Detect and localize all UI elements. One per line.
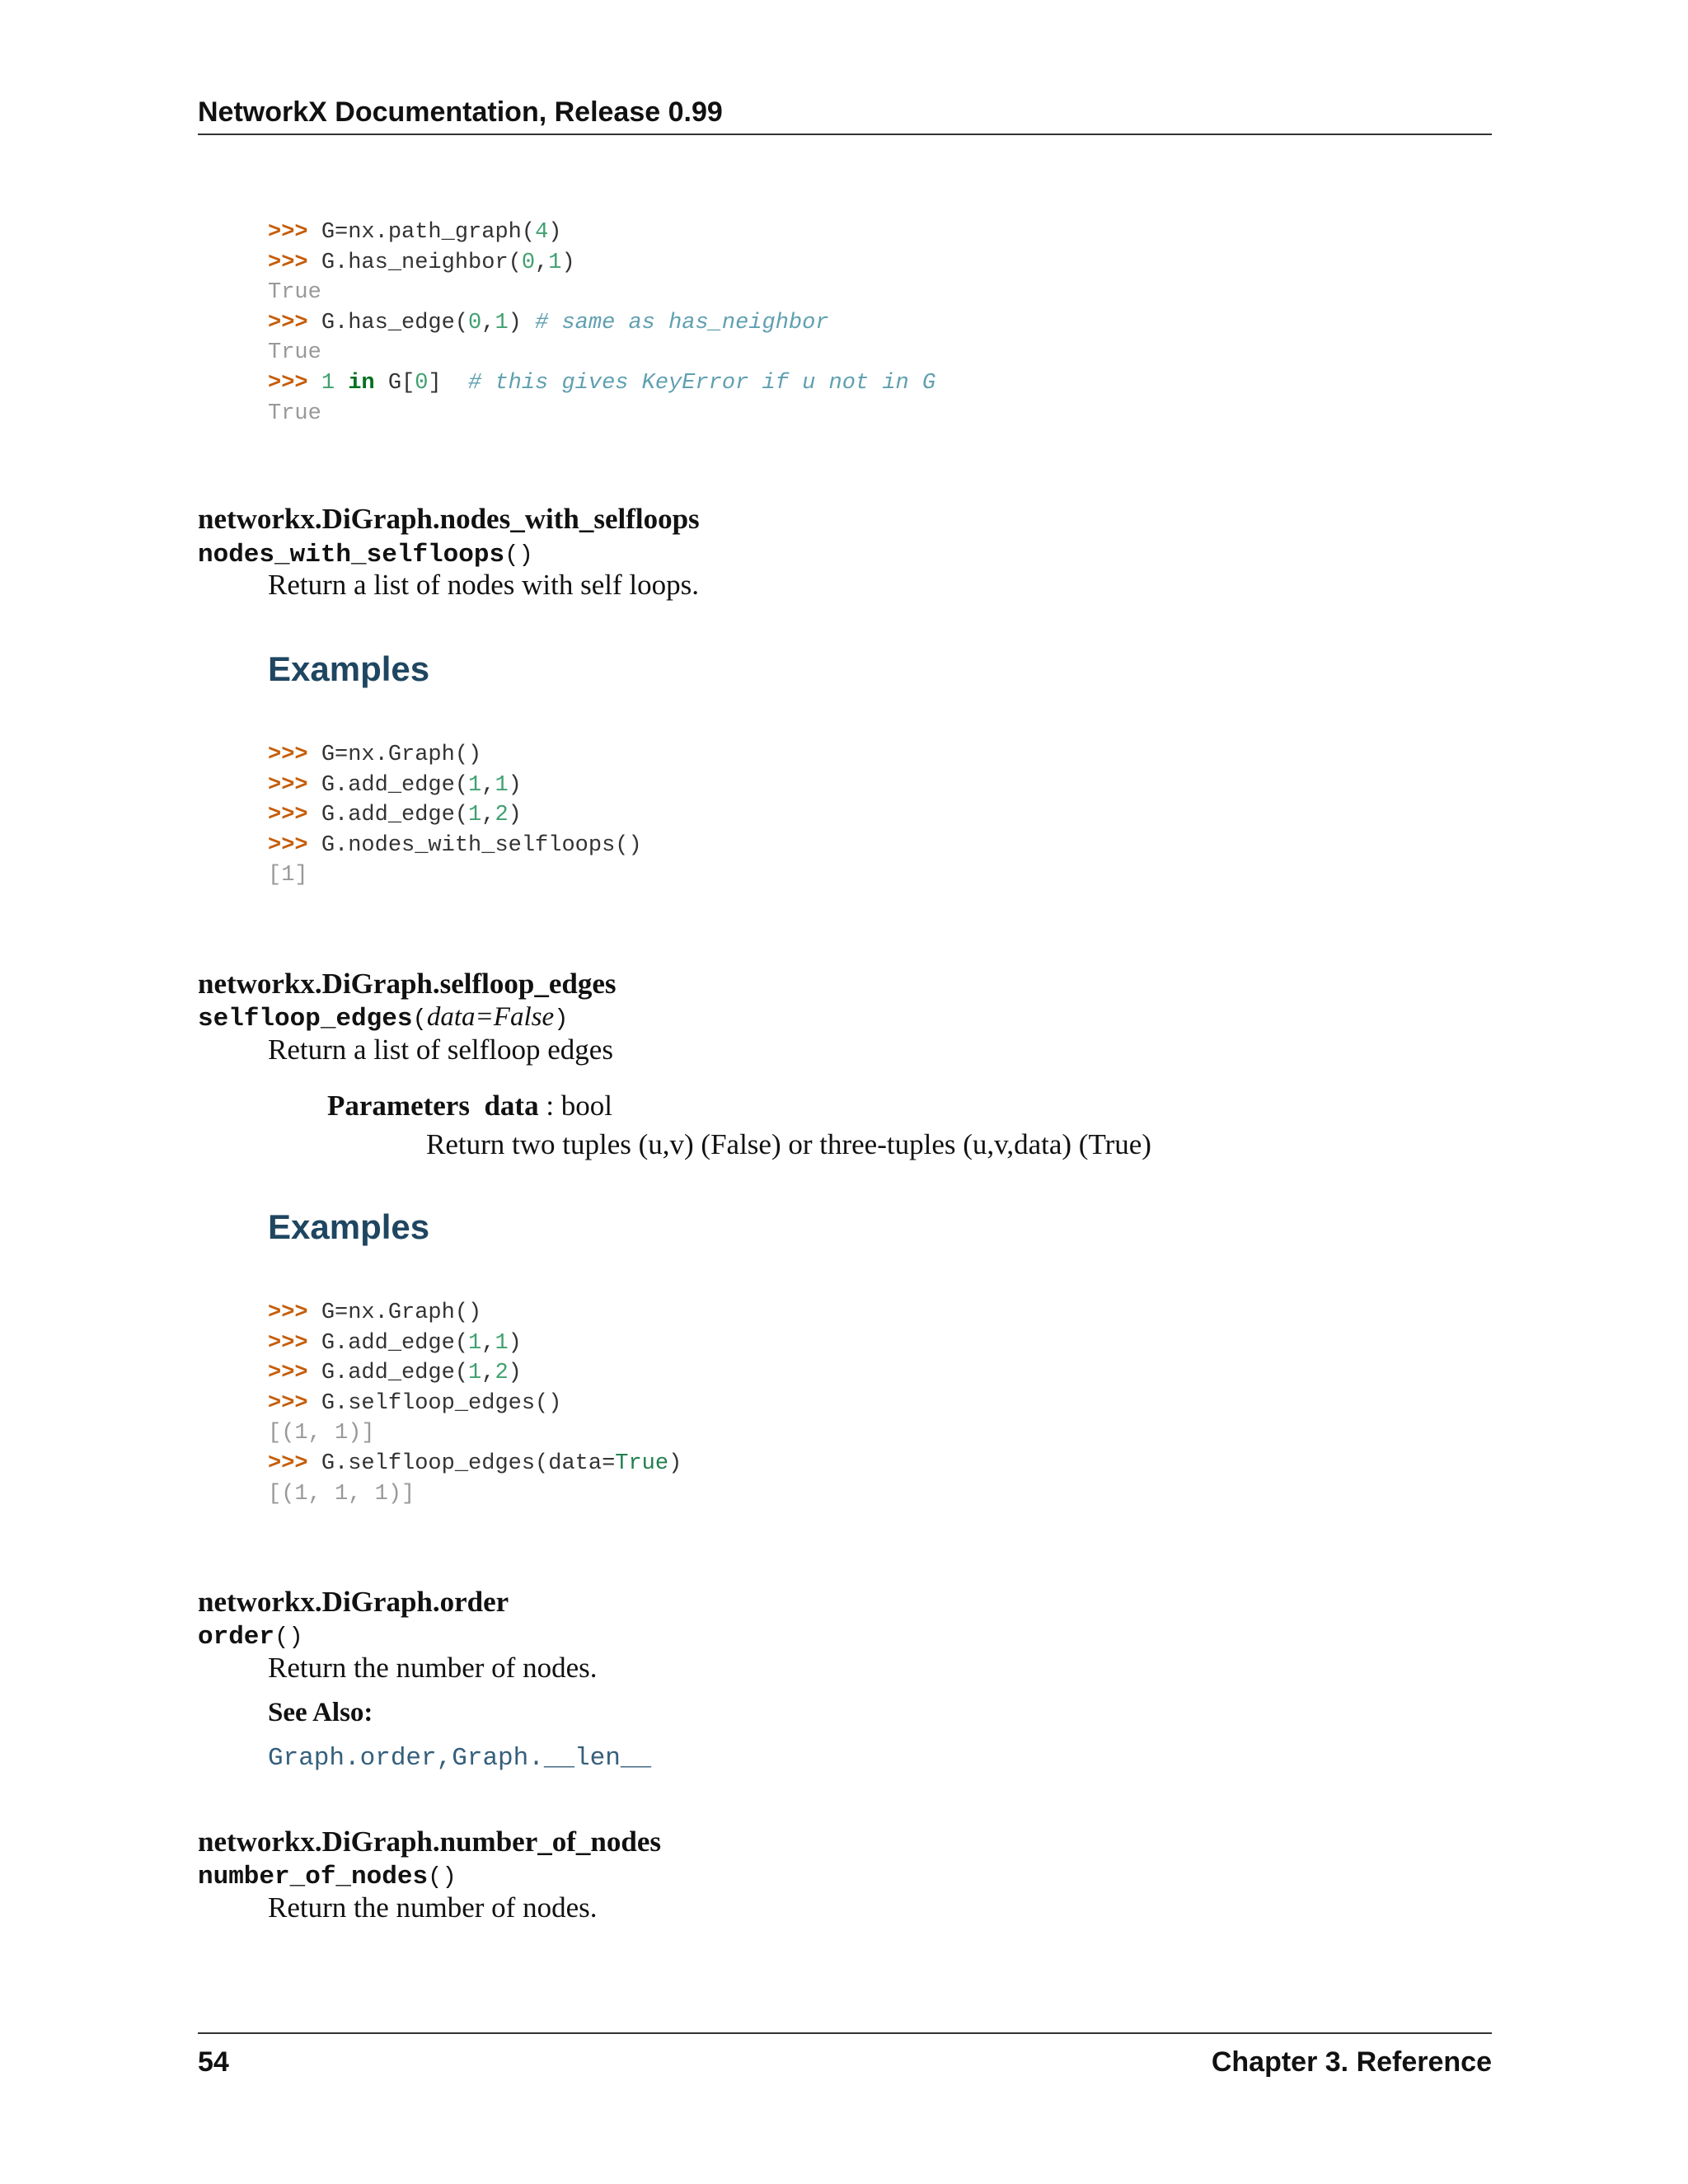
code-token-plain: G.add_edge(: [321, 1361, 469, 1386]
code-token-plain: G=nx.Graph(): [321, 743, 482, 767]
code-line: [268, 1329, 682, 1359]
code-line: [268, 800, 642, 831]
code-token-num: 1: [468, 803, 482, 828]
close-paren: ): [442, 1863, 457, 1891]
code-token-plain: ): [508, 803, 522, 828]
parameter-description: Return two tuples (u,v) (False) or three-tuples (u,v,data) (True): [426, 1128, 1151, 1160]
code-token-num: 0: [468, 310, 482, 335]
code-token-plain: G.has_neighbor(: [321, 250, 522, 275]
page-header: [198, 92, 1492, 135]
code-line: [268, 831, 642, 861]
entry-title-nodes-with-selfloops: networkx.DiGraph.nodes_with_selfloops: [198, 503, 700, 535]
code-token-prompt: >>>: [268, 1330, 321, 1356]
code-token-prompt: >>>: [268, 1390, 321, 1416]
close-paren: ): [288, 1624, 303, 1651]
description-selfloop-edges: Return a list of selfloop edges: [268, 1033, 613, 1066]
entry-title-order: networkx.DiGraph.order: [198, 1586, 509, 1618]
function-name: nodes_with_selfloops: [198, 541, 505, 569]
code-token-prompt: >>>: [268, 310, 321, 335]
code-token-num: 1: [468, 772, 482, 798]
code-token-plain: ): [548, 220, 562, 245]
code-token-prompt: >>>: [268, 743, 321, 767]
page-footer: [198, 2032, 1492, 2082]
code-line: [268, 1358, 682, 1389]
code-token-plain: ]: [428, 370, 469, 396]
examples-heading-nodes-with-selfloops: Examples: [268, 649, 430, 688]
code-token-num: 1: [495, 772, 509, 798]
code-block-nodes-with-selfloops: [268, 740, 642, 891]
code-token-nb: True: [615, 1451, 669, 1476]
code-token-prompt: >>>: [268, 370, 321, 396]
code-token-num: 4: [535, 220, 549, 245]
parameter-name: data: [484, 1090, 539, 1122]
code-token-prompt: >>>: [268, 832, 321, 858]
function-name: selfloop_edges: [198, 1005, 413, 1033]
code-token-plain: ,: [481, 1361, 495, 1386]
entry-title-number-of-nodes: networkx.DiGraph.number_of_nodes: [198, 1825, 661, 1858]
code-token-prompt: >>>: [268, 803, 321, 828]
link-separator: ,: [436, 1744, 452, 1773]
code-token-plain: G.add_edge(: [321, 772, 469, 798]
code-token-num: 2: [495, 803, 509, 828]
page-number: 54: [198, 2046, 229, 2078]
code-token-plain: [335, 371, 348, 396]
code-token-num: 1: [495, 1330, 509, 1356]
code-token-prompt: >>>: [268, 250, 321, 275]
code-line: [268, 278, 935, 308]
code-token-num: 2: [495, 1361, 509, 1386]
close-paren: ): [554, 1005, 569, 1033]
link-graph-len[interactable]: Graph.__len__: [452, 1744, 652, 1773]
code-token-out: [(1, 1)]: [268, 1421, 375, 1446]
code-token-cm: # same as has_neighbor: [535, 310, 829, 335]
description-nodes-with-selfloops: Return a list of nodes with self loops.: [268, 569, 700, 601]
signature-order: [198, 1619, 303, 1654]
open-paren: (: [428, 1863, 443, 1891]
argument: data=False: [426, 1002, 555, 1032]
code-token-plain: G=nx.path_graph(: [321, 220, 536, 245]
function-name: order: [198, 1623, 275, 1652]
code-token-prompt: >>>: [268, 772, 321, 798]
examples-heading-selfloop-edges: Examples: [268, 1207, 430, 1246]
code-token-num: 1: [468, 1361, 482, 1386]
code-line: [268, 399, 935, 429]
code-token-out: [(1, 1, 1)]: [268, 1481, 415, 1507]
code-line: [268, 771, 642, 801]
code-token-prompt: >>>: [268, 220, 321, 245]
code-token-plain: ): [508, 1361, 522, 1386]
code-token-kw: in: [348, 370, 375, 396]
code-token-plain: ,: [481, 772, 495, 798]
code-line: [268, 1479, 682, 1510]
code-token-plain: G.selfloop_edges(data=: [321, 1451, 616, 1476]
close-paren: ): [518, 541, 533, 569]
entry-title-selfloop-edges: networkx.DiGraph.selfloop_edges: [198, 968, 617, 1000]
code-token-out: [1]: [268, 863, 308, 888]
signature-nodes-with-selfloops: [198, 537, 533, 572]
code-token-plain: ,: [535, 250, 549, 275]
signature-number-of-nodes: [198, 1858, 457, 1894]
code-line: [268, 248, 935, 279]
code-token-plain: ): [508, 1330, 522, 1356]
code-line: [268, 1418, 682, 1449]
code-line: [268, 1298, 682, 1329]
code-line: [268, 308, 935, 339]
code-block-selfloop-edges: [268, 1298, 682, 1509]
code-line: [268, 860, 642, 891]
see-also-label: See Also:: [268, 1698, 373, 1727]
code-token-plain: G=nx.Graph(): [321, 1301, 482, 1325]
signature-selfloop-edges: [198, 1001, 569, 1036]
code-token-plain: G[: [374, 370, 415, 396]
code-token-plain: ,: [481, 310, 495, 335]
description-order: Return the number of nodes.: [268, 1652, 598, 1684]
code-token-num: 1: [548, 250, 562, 275]
document-title: NetworkX Documentation, Release 0.99: [198, 96, 723, 128]
code-token-num: 0: [415, 370, 429, 396]
parameter-type: : bool: [538, 1090, 613, 1122]
code-token-plain: G.add_edge(: [321, 1330, 469, 1356]
code-token-plain: G.nodes_with_selfloops(): [321, 832, 642, 858]
code-line: [268, 1389, 682, 1419]
code-token-num: 1: [495, 310, 509, 335]
code-token-out: True: [268, 280, 321, 306]
code-token-plain: ,: [481, 1330, 495, 1356]
code-token-prompt: >>>: [268, 1361, 321, 1386]
open-paren: (: [412, 1005, 427, 1033]
code-token-plain: ): [668, 1451, 682, 1476]
code-line: [268, 1449, 682, 1479]
code-token-num: 0: [521, 250, 536, 275]
code-token-num: 1: [468, 1330, 482, 1356]
code-line: [268, 740, 642, 771]
code-token-plain: G.selfloop_edges(): [321, 1390, 562, 1416]
code-line: [268, 338, 935, 368]
code-token-cm: # this gives KeyError if u not in G: [468, 370, 936, 396]
code-token-plain: ,: [481, 803, 495, 828]
code-token-plain: G.add_edge(: [321, 803, 469, 828]
code-line: [268, 218, 935, 248]
code-token-out: True: [268, 401, 321, 426]
code-token-num: 1: [321, 370, 335, 396]
function-name: number_of_nodes: [198, 1863, 429, 1891]
code-line: [268, 368, 935, 399]
open-paren: (: [504, 541, 519, 569]
code-token-plain: G.has_edge(: [321, 310, 469, 335]
code-token-prompt: >>>: [268, 1451, 321, 1476]
code-token-plain: ): [561, 250, 575, 275]
code-token-plain: ): [508, 772, 522, 798]
description-number-of-nodes: Return the number of nodes.: [268, 1891, 598, 1924]
code-token-prompt: >>>: [268, 1301, 321, 1325]
parameters-row: [327, 1089, 612, 1123]
chapter-label: Chapter 3. Reference: [1211, 2046, 1492, 2078]
parameters-label: Parameters: [327, 1090, 470, 1122]
code-token-plain: ): [508, 310, 536, 335]
code-token-out: True: [268, 340, 321, 366]
open-paren: (: [274, 1624, 289, 1651]
link-graph-order[interactable]: Graph.order: [268, 1744, 437, 1773]
code-block-has-neighbor: [268, 218, 935, 429]
see-also-links: [268, 1741, 651, 1776]
